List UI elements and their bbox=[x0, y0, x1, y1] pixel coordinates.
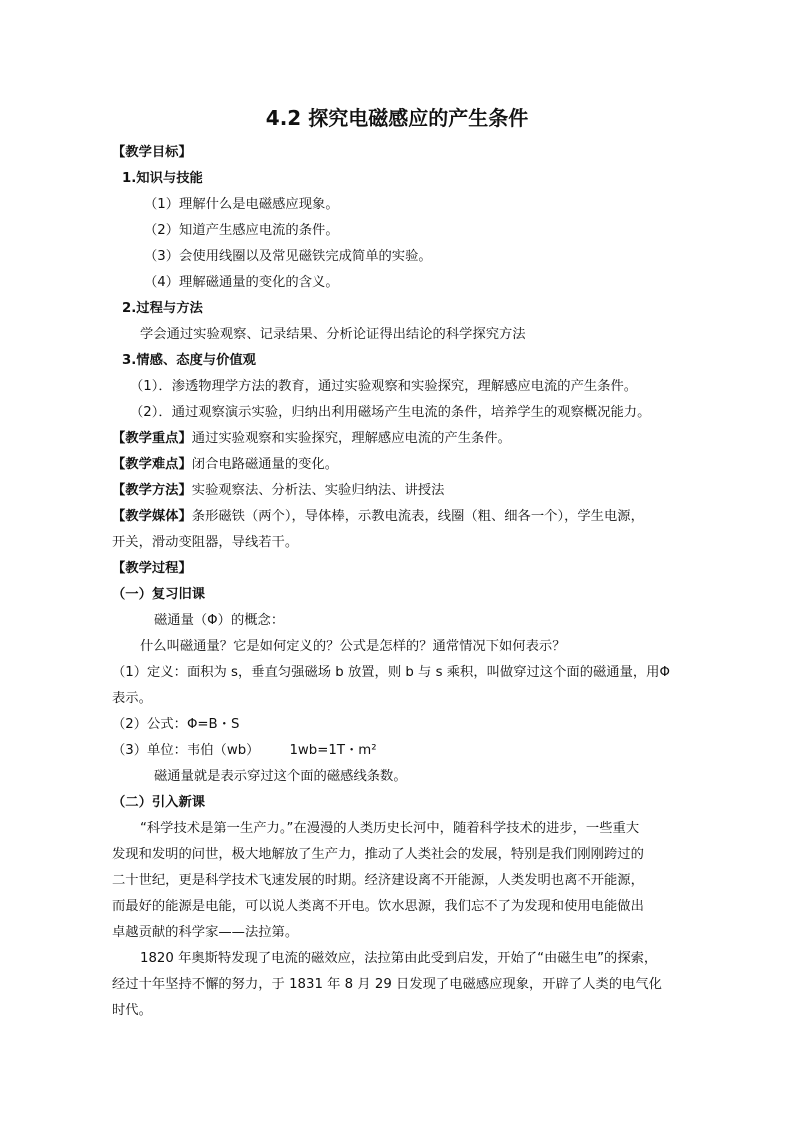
media-text-cont: 开关，滑动变阻器，导线若干。 bbox=[112, 535, 299, 550]
flux-question: 什么叫磁通量？它是如何定义的？公式是怎样的？通常情况下如何表示？ bbox=[140, 639, 566, 654]
review-heading: （一）复习旧课 bbox=[112, 587, 206, 602]
flux-unit-equation: 1wb=1T・m² bbox=[289, 743, 377, 758]
key-point-label: 【教学重点】 bbox=[112, 431, 192, 446]
objective-item: （3）会使用线圈以及常见磁铁完成简单的实验。 bbox=[144, 249, 432, 264]
methods-label: 【教学方法】 bbox=[112, 483, 192, 498]
difficulty-text: 闭合电路磁通量的变化。 bbox=[191, 457, 339, 472]
process-methods-heading: 2.过程与方法 bbox=[122, 301, 203, 316]
key-point-text: 通过实验观察和实验探究，理解感应电流的产生条件。 bbox=[191, 431, 511, 446]
objective-item: （4）理解磁通量的变化的含义。 bbox=[144, 275, 339, 290]
media-row bbox=[112, 504, 692, 530]
process-heading: 【教学过程】 bbox=[112, 561, 192, 576]
objective-item: （2）知道产生感应电流的条件。 bbox=[144, 223, 339, 238]
attitude-values-heading: 3.情感、态度与价值观 bbox=[122, 353, 256, 368]
difficulty-row bbox=[112, 452, 692, 478]
flux-definition: （1）定义：面积为 s，垂直匀强磁场 b 放置，则 b 与 s 乘积，叫做穿过这个面的磁通量，用Φ bbox=[112, 665, 670, 680]
history-paragraph-line: 经过十年坚持不懈的努力，于 1831 年 8 月 29 日发现了电磁感应现象，开辟了人类的电气化 bbox=[112, 977, 662, 992]
difficulty-label: 【教学难点】 bbox=[112, 457, 192, 472]
page-title: 4.2 探究电磁感应的产生条件 bbox=[265, 106, 529, 130]
process-methods-text: 学会通过实验观察、记录结果、分析论证得出结论的科学探究方法 bbox=[140, 327, 526, 342]
objective-item: （1）理解什么是电磁感应现象。 bbox=[144, 197, 339, 212]
history-paragraph-line: 1820 年奥斯特发现了电流的磁效应，法拉第由此受到启发，开始了“由磁生电”的探索， bbox=[140, 951, 658, 966]
intro-heading: （二）引入新课 bbox=[112, 795, 206, 810]
flux-concept: 磁通量（Φ）的概念： bbox=[154, 613, 285, 628]
methods-text: 实验观察法、分析法、实验归纳法、讲授法 bbox=[191, 483, 445, 498]
attitude-item: （1）．渗透物理学方法的教育，通过实验观察和实验探究，理解感应电流的产生条件。 bbox=[130, 379, 638, 394]
history-paragraph-line: 时代。 bbox=[112, 1003, 152, 1018]
flux-unit: （3）单位：韦伯（wb） bbox=[112, 743, 260, 758]
intro-paragraph-line: 而最好的能源是电能，可以说人类离不开电。饮水思源，我们忘不了为发现和使用电能做出 bbox=[112, 899, 644, 914]
media-text: 条形磁铁（两个），导体棒，示教电流表，线圈（粗、细各一个），学生电源， bbox=[191, 509, 644, 524]
flux-formula: （2）公式：Φ=B・S bbox=[112, 717, 240, 732]
media-label: 【教学媒体】 bbox=[112, 509, 192, 524]
key-point-row bbox=[112, 426, 692, 452]
intro-paragraph-line: 卓越贡献的科学家——法拉第。 bbox=[112, 925, 299, 940]
intro-paragraph-line: “科学技术是第一生产力。”在漫漫的人类历史长河中，随着科学技术的进步，一些重大 bbox=[140, 821, 640, 836]
attitude-item: （2）．通过观察演示实验，归纳出利用磁场产生电流的条件，培养学生的观察概况能力。 bbox=[130, 405, 651, 420]
intro-paragraph-line: 二十世纪，更是科学技术飞速发展的时期。经济建设离不开能源，人类发明也离不开能源， bbox=[112, 873, 644, 888]
flux-definition-cont: 表示。 bbox=[112, 691, 152, 706]
flux-unit-row bbox=[112, 738, 692, 764]
methods-row bbox=[112, 478, 692, 504]
intro-paragraph-line: 发现和发明的问世，极大地解放了生产力，推动了人类社会的发展，特别是我们刚刚跨过的 bbox=[112, 847, 644, 862]
objectives-heading: 【教学目标】 bbox=[112, 145, 192, 160]
knowledge-skills-heading: 1.知识与技能 bbox=[122, 171, 203, 186]
flux-meaning: 磁通量就是表示穿过这个面的磁感线条数。 bbox=[154, 769, 407, 784]
